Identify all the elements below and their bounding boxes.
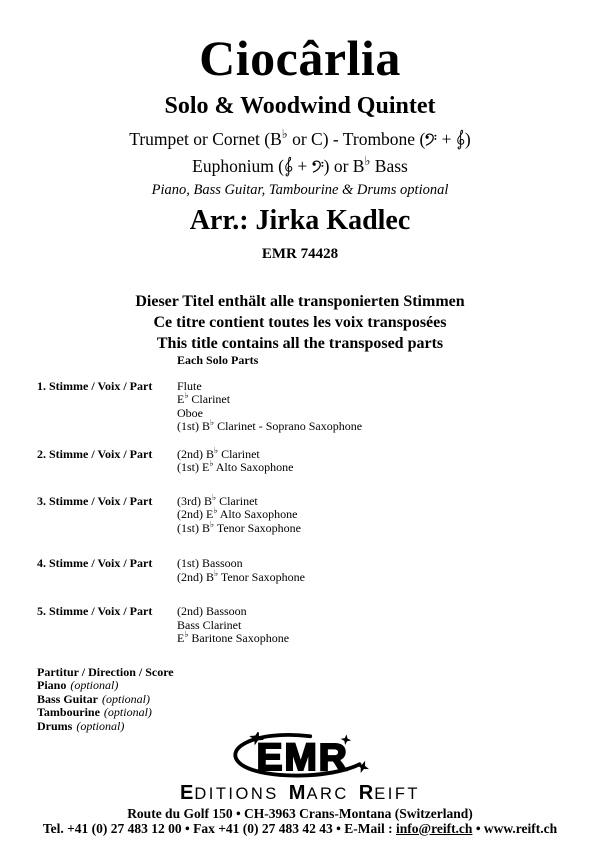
part-row xyxy=(37,380,577,434)
part-instruments xyxy=(177,380,362,434)
part-instruments xyxy=(177,605,289,646)
publisher-block xyxy=(0,732,600,836)
part-row xyxy=(37,557,577,584)
instrumentation-line-2-tail: ) or B♭ Bass xyxy=(323,154,408,177)
treble-clef-icon xyxy=(456,128,465,152)
publisher-name-word: REIFT xyxy=(358,782,420,804)
score-option-label: Piano xyxy=(37,678,67,692)
email-link[interactable]: info@reift.ch xyxy=(396,820,473,836)
publisher-address: Route du Golf 150 • CH-3963 Crans-Montana (Switzerland) xyxy=(127,806,473,821)
score-option xyxy=(37,706,577,720)
treble-clef-icon xyxy=(284,155,293,179)
publisher-name-word: MARC xyxy=(288,782,349,804)
part-row xyxy=(37,605,577,646)
score-option-label: Drums xyxy=(37,718,73,733)
transposed-notice-fr: Ce titre contient toutes les voix transposées xyxy=(153,314,447,332)
score-option-note: (optional) xyxy=(102,691,151,706)
header-block xyxy=(0,0,600,354)
parts-table xyxy=(37,354,577,733)
publisher-name xyxy=(0,782,600,804)
close-paren: ) xyxy=(464,129,471,150)
instrument-item: E♭ Baritone Saxophone xyxy=(177,629,290,645)
instrument-item: (2nd) E♭ Alto Saxophone xyxy=(177,505,298,521)
publisher-name-word: EDITIONS xyxy=(180,782,279,804)
bass-clef-icon xyxy=(312,160,324,173)
instrumentation-line-1 xyxy=(0,128,600,152)
part-instruments xyxy=(177,557,305,584)
score-option-label: Partitur / Direction / Score xyxy=(37,664,174,679)
instrument-item: E♭ Clarinet xyxy=(177,390,231,406)
score-option xyxy=(37,666,577,680)
plus-separator: + xyxy=(437,129,456,150)
instrument-item: (2nd) B♭ Clarinet xyxy=(177,444,260,461)
score-option xyxy=(37,679,577,693)
instrument-item: Bass Clarinet xyxy=(177,617,242,632)
instrument-item: (2nd) Bassoon xyxy=(177,604,247,618)
part-label: 3. Stimme / Voix / Part xyxy=(37,493,153,508)
part-label: 1. Stimme / Voix / Part xyxy=(37,378,153,393)
score-options-list xyxy=(37,666,577,734)
instrument-item: (1st) B♭ Clarinet - Soprano Saxophone xyxy=(177,417,363,433)
instrument-item: (3rd) B♭ Clarinet xyxy=(177,491,258,508)
instrument-item: (1st) Bassoon xyxy=(177,556,243,570)
catalog-number: EMR 74428 xyxy=(261,245,339,262)
instrument-item: Oboe xyxy=(177,405,203,420)
parts-table-header: Each Solo Parts xyxy=(177,353,259,367)
part-instruments xyxy=(177,491,302,536)
score-option-note: (optional) xyxy=(76,718,125,733)
score-option-note: (optional) xyxy=(70,678,119,692)
score-option-note: (optional) xyxy=(103,705,152,719)
instrumentation-line-1-text: Trumpet or Cornet (B♭ or C) - Trombone ( xyxy=(129,127,426,150)
ensemble-subtitle: Solo & Woodwind Quintet xyxy=(164,93,436,119)
arranger-credit: Arr.: Jirka Kadlec xyxy=(189,205,411,237)
part-instruments xyxy=(177,444,294,475)
emr-logo xyxy=(214,732,386,783)
contact-separator: • xyxy=(472,820,484,836)
part-label: 2. Stimme / Voix / Part xyxy=(37,446,153,461)
instrument-item: (1st) B♭ Tenor Saxophone xyxy=(177,518,302,535)
score-option xyxy=(37,693,577,707)
transposed-notice-en: This title contains all the transposed parts xyxy=(156,335,444,353)
part-row xyxy=(37,444,577,475)
instrumentation-line-2 xyxy=(0,155,600,179)
transposed-notice-de: Dieser Titel enthält alle transponierten Stimmen xyxy=(135,293,465,311)
instrument-item: Flute xyxy=(177,378,202,393)
part-label: 5. Stimme / Voix / Part xyxy=(37,604,153,618)
instrument-item: (2nd) B♭ Tenor Saxophone xyxy=(177,567,306,584)
instrumentation-line-2-text: Euphonium ( xyxy=(192,156,285,177)
website-text: www.reift.ch xyxy=(483,820,558,836)
part-label: 4. Stimme / Voix / Part xyxy=(37,556,153,570)
piece-title: Ciocârlia xyxy=(199,30,401,86)
optional-instruments-note: Piano, Bass Guitar, Tambourine & Drums optional xyxy=(151,182,449,199)
instrument-item: (1st) E♭ Alto Saxophone xyxy=(177,458,294,474)
logo-emr-text: EMR xyxy=(256,736,349,780)
plus-separator: + xyxy=(293,156,312,177)
score-option xyxy=(37,720,577,734)
contact-text: Tel. +41 (0) 27 483 12 00 • Fax +41 (0) 27 483 42 43 • E-Mail : xyxy=(42,820,397,836)
bass-clef-icon xyxy=(425,133,437,146)
score-option-label: Tambourine xyxy=(37,705,100,719)
part-row xyxy=(37,491,577,536)
transposed-notice xyxy=(0,291,600,354)
score-option-label: Bass Guitar xyxy=(37,691,99,706)
contact-line xyxy=(0,822,600,837)
